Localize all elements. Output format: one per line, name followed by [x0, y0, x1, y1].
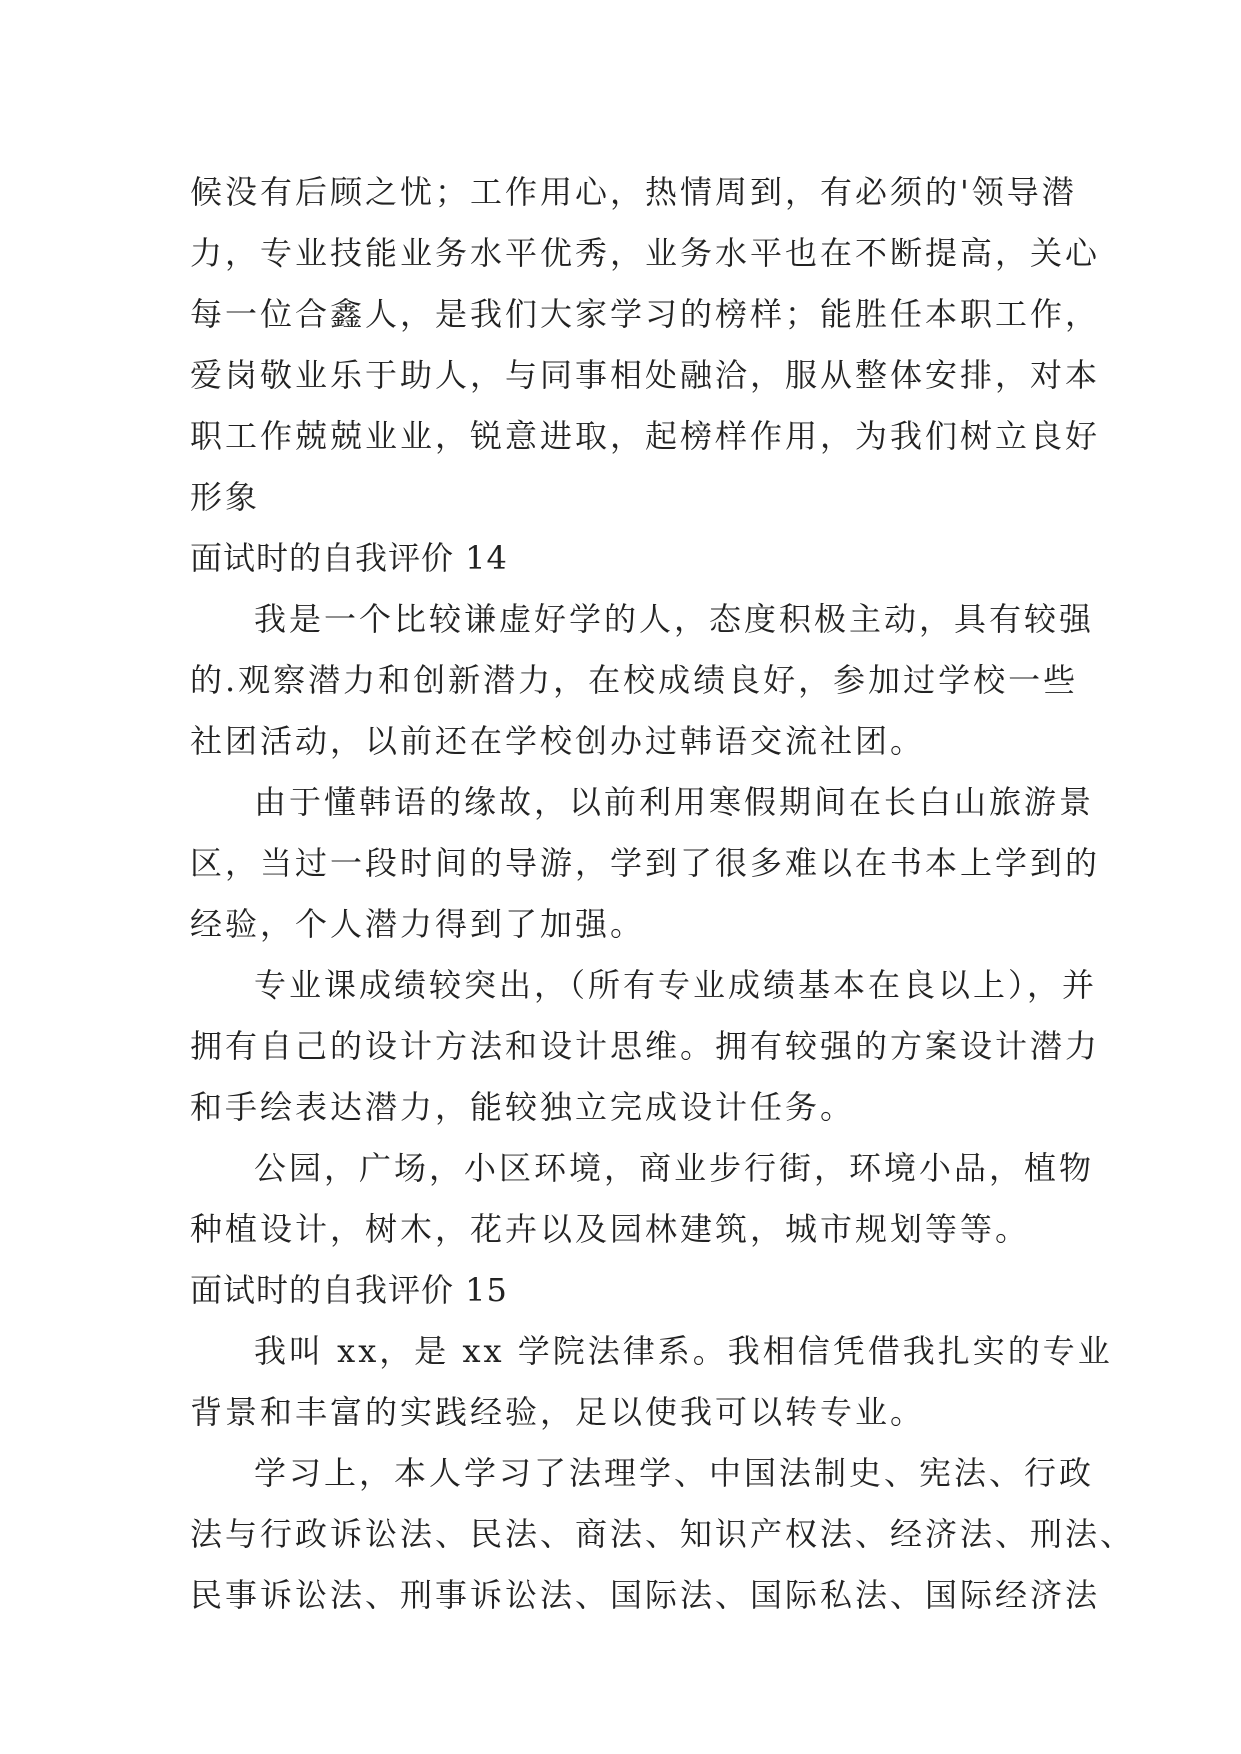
paragraph-line: 民事诉讼法、刑事诉讼法、国际法、国际私法、国际经济法: [190, 1576, 1101, 1614]
paragraph-line: 背景和丰富的实践经验，足以使我可以转专业。: [190, 1393, 926, 1431]
document-body: [190, 162, 1136, 1626]
paragraph-line: 形象: [190, 478, 261, 516]
paragraph-line: 法与行政诉讼法、民法、商法、知识产权法、经济法、刑法、: [190, 1515, 1136, 1553]
paragraph-line: 和手绘表达潜力，能较独立完成设计任务。: [190, 1088, 856, 1126]
paragraph-line: 由于懂韩语的缘故，以前利用寒假期间在长白山旅游景: [254, 783, 1095, 821]
section-heading: 面试时的自我评价 14: [190, 539, 508, 577]
paragraph-line: 我是一个比较谦虚好学的人，态度积极主动，具有较强: [254, 600, 1095, 638]
paragraph-line: 社团活动，以前还在学校创办过韩语交流社团。: [190, 722, 926, 760]
paragraph-line: 拥有自己的设计方法和设计思维。拥有较强的方案设计潜力: [190, 1027, 1101, 1065]
paragraph-line: 我叫 xx，是 xx 学院法律系。我相信凭借我扎实的专业: [254, 1332, 1113, 1370]
paragraph-line: 区，当过一段时间的导游，学到了很多难以在书本上学到的: [190, 844, 1101, 882]
paragraph-line: 经验，个人潜力得到了加强。: [190, 905, 646, 943]
paragraph-line: 种植设计，树木，花卉以及园林建筑，城市规划等等。: [190, 1210, 1031, 1248]
paragraph-line: 的.观察潜力和创新潜力，在校成绩良好，参加过学校一些: [190, 661, 1079, 699]
paragraph-line: 职工作兢兢业业，锐意进取，起榜样作用，为我们树立良好: [190, 417, 1101, 455]
paragraph-line: 学习上，本人学习了法理学、中国法制史、宪法、行政: [254, 1454, 1095, 1492]
paragraph-line: 爱岗敬业乐于助人，与同事相处融洽，服从整体安排，对本: [190, 356, 1101, 394]
paragraph-line: 候没有后顾之忧；工作用心，热情周到，有必须的'领导潜: [190, 173, 1077, 211]
paragraph-line: 每一位合鑫人，是我们大家学习的榜样；能胜任本职工作，: [190, 295, 1101, 333]
paragraph-line: 力，专业技能业务水平优秀，业务水平也在不断提高，关心: [190, 234, 1101, 272]
section-heading: 面试时的自我评价 15: [190, 1271, 508, 1309]
paragraph-line: 公园，广场，小区环境，商业步行街，环境小品，植物: [254, 1149, 1095, 1187]
paragraph-line: 专业课成绩较突出，（所有专业成绩基本在良以上），并: [254, 966, 1098, 1004]
